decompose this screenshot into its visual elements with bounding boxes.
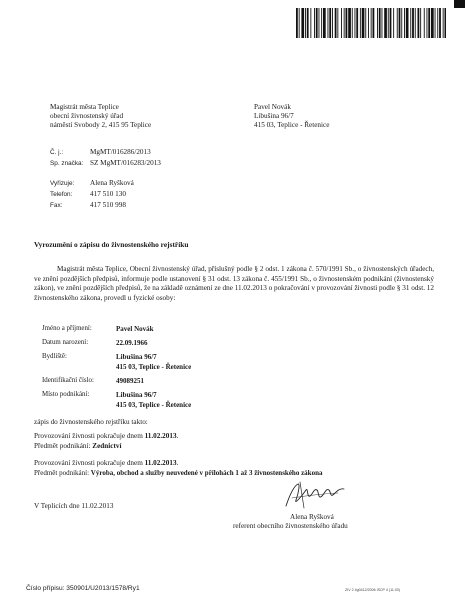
barcode-bar <box>377 8 378 38</box>
barcode-bar <box>420 8 421 38</box>
barcode-bar <box>329 8 331 38</box>
trade-1-continuation <box>34 432 178 441</box>
trade-2-subject <box>34 469 322 478</box>
record-intro: zápis do živnostenského rejstříku takto: <box>34 418 148 426</box>
barcode-bar <box>356 8 358 38</box>
sz-value: SZ MgMT/016283/2013 <box>90 159 161 167</box>
sender-line-2: obecní živnostenský úřad <box>50 112 124 120</box>
barcode-bar <box>299 8 300 38</box>
barcode-bar <box>332 8 333 38</box>
name-label: Jméno a příjmení: <box>42 325 92 332</box>
name-value: Pavel Novák <box>116 325 154 333</box>
barcode-bar <box>399 8 401 38</box>
recipient-address <box>254 103 329 130</box>
corner-mark <box>454 0 465 8</box>
body-paragraph <box>34 265 434 303</box>
barcode-bar <box>319 8 320 38</box>
business-line-1: Libušina 96/7 <box>116 391 157 399</box>
barcode-bar <box>348 8 351 38</box>
handler-value: Alena Ryšková <box>90 179 134 187</box>
trade-1-continue-date: 11.02.2013 <box>144 432 177 440</box>
barcode-bar <box>443 8 444 38</box>
trade-2-subject-value: Výroba, obchod a služby neuvedené v přílohách 1 až 3 živnostenského zákona <box>90 469 323 477</box>
barcode-bar <box>352 8 353 38</box>
recipient-line-3: 415 03, Teplice - Řetenice <box>254 121 330 129</box>
barcode-bar <box>316 8 318 38</box>
barcode-bar <box>335 8 337 38</box>
fax-label: Fax: <box>50 202 63 209</box>
barcode-bar <box>412 8 414 38</box>
barcode-bar <box>305 8 306 38</box>
barcode-bar <box>310 8 311 38</box>
barcode-bar <box>415 8 416 38</box>
barcode-bar <box>439 8 441 38</box>
body-paragraph-text: Magistrát města Teplice, Obecní živnostenský úřad, příslušný podle § 2 odst. 1 zákona č. 570/1991 Sb., o živnostenských úřadech, ve znění pozdějších předpisů, informuje podle ustanovení § 31 odst. 13 zákona č. 455/1991 Sb., o živnostenském podnikání (živnostenský zákon), ve znění pozdějších předpisů, že na základě oznámení ze dne 11.02.2013 o pokračování v provozování živnosti podle § 31 odst. 12 živnostenského zákona, provedl u fyzické osoby: <box>34 265 434 302</box>
barcode-bar <box>418 8 420 38</box>
barcode-bar <box>428 8 430 38</box>
sender-line-1: Magistrát města Teplice <box>50 103 119 111</box>
barcode-bar <box>427 8 428 38</box>
dob-label: Datum narození: <box>42 339 89 346</box>
barcode-bar <box>445 8 447 38</box>
handwritten-signature <box>280 478 350 512</box>
trade-2-continue-prefix: Provozování živnosti pokračuje dnem <box>34 459 145 467</box>
trade-2-continue-date: 11.02.2013 <box>144 459 177 467</box>
residence-label: Bydliště: <box>42 353 67 360</box>
barcode-bar <box>301 8 304 38</box>
barcode-bar <box>362 8 365 38</box>
barcode-bar <box>397 8 398 38</box>
barcode-bar <box>368 8 369 38</box>
trade-1-continue-suffix: . <box>176 432 179 440</box>
barcode-bar <box>435 8 436 38</box>
barcode-bar <box>390 8 392 38</box>
recipient-line-1: Pavel Novák <box>254 103 291 111</box>
trade-1-continue-prefix: Provozování živnosti pokračuje dnem <box>34 432 145 440</box>
handler-label: Vyřizuje: <box>50 180 75 187</box>
residence-line-2: 415 03, Teplice - Řetenice <box>116 363 192 371</box>
footer-form-code: ZIV 2 4g0412/2006 ISCP 4 (11.03) <box>345 588 401 592</box>
barcode-icon <box>296 8 446 38</box>
signatory-title: referent obecního živnostenského úřadu <box>233 522 348 530</box>
barcode-bar <box>328 8 329 38</box>
trade-1-subject <box>34 442 121 451</box>
cj-value: MgMT/016286/2013 <box>90 148 151 156</box>
business-line-2: 415 03, Teplice - Řetenice <box>116 401 192 409</box>
sender-line-3: náměstí Svobody 2, 415 95 Teplice <box>50 121 152 129</box>
business-label: Místo podnikání: <box>42 391 90 398</box>
dob-value: 22.09.1966 <box>116 339 148 347</box>
barcode-bar <box>410 8 411 38</box>
barcode-bar <box>355 8 356 38</box>
recipient-line-2: Libušina 96/7 <box>254 112 294 120</box>
id-value: 49089251 <box>116 377 144 385</box>
barcode-bar <box>365 8 366 38</box>
footer-reference: Číslo přípisu: 350901/U2013/1578/Ry1 <box>26 585 140 592</box>
trade-2-continuation <box>34 459 178 468</box>
fax-value: 417 510 998 <box>90 201 126 209</box>
barcode-bar <box>337 8 338 38</box>
barcode-bar <box>314 8 315 38</box>
barcode-bar <box>406 8 409 38</box>
residence-line-1: Libušina 96/7 <box>116 353 157 361</box>
barcode-bar <box>379 8 381 38</box>
barcode-bar <box>360 8 361 38</box>
sz-label: Sp. značka: <box>50 160 84 167</box>
barcode-bar <box>323 8 326 38</box>
barcode-bar <box>373 8 375 38</box>
barcode-bar <box>341 8 342 38</box>
phone-value: 417 510 130 <box>90 190 126 198</box>
barcode-bar <box>346 8 348 38</box>
barcode-bar <box>401 8 402 38</box>
barcode-bar <box>404 8 405 38</box>
barcode-bar <box>431 8 434 38</box>
barcode-bar <box>393 8 394 38</box>
barcode-bar <box>344 8 345 38</box>
sender-address <box>50 103 151 130</box>
barcode-bar <box>437 8 438 38</box>
barcode-bar <box>424 8 425 38</box>
barcode-bar <box>388 8 389 38</box>
barcode-bar <box>382 8 383 38</box>
signatory-name: Alena Ryšková <box>290 513 334 521</box>
letter-subject: Vyrozumění o zápisu do živnostenského rejstříku <box>34 240 189 249</box>
cj-label: Č. j.: <box>50 149 64 156</box>
trade-2-continue-suffix: . <box>176 459 179 467</box>
barcode-bar <box>307 8 309 38</box>
trade-2-subject-prefix: Předmět podnikání: <box>34 469 91 477</box>
barcode-bar <box>371 8 372 38</box>
barcode-bar <box>321 8 322 38</box>
barcode-bar <box>296 8 298 38</box>
place-date: V Teplicích dne 11.02.2013 <box>34 502 114 510</box>
id-label: Identifikační číslo: <box>42 377 94 384</box>
barcode-bar <box>384 8 387 38</box>
trade-1-subject-value: Zednictví <box>92 442 122 450</box>
trade-1-subject-prefix: Předmět podnikání: <box>34 442 93 450</box>
phone-label: Telefon: <box>50 191 73 198</box>
